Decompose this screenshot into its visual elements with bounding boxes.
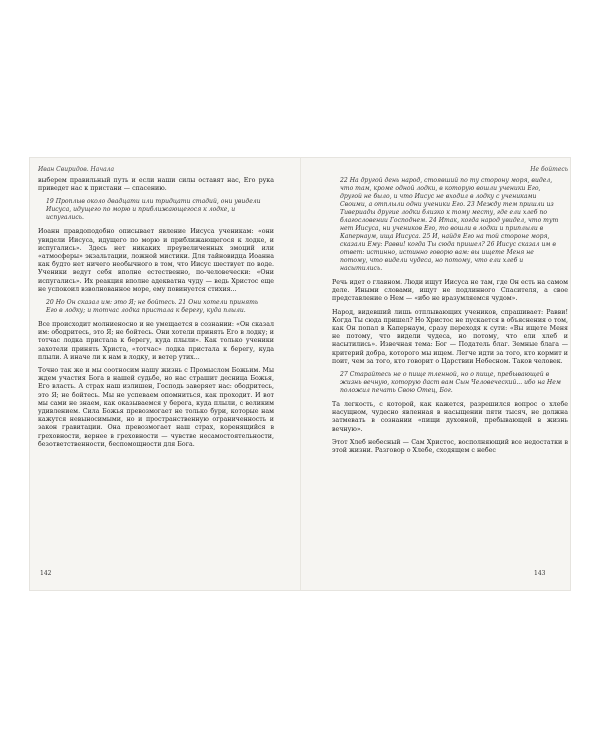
- scripture-quote: 19 Проплыв около двадцати или тридцати стадий, они увидели Иисуса, идущего по морю и приближающегося к лодке, и испугались.: [46, 198, 261, 222]
- book-gutter: [300, 158, 301, 590]
- paragraph: Та легкость, с которой, как кажется, разрешился вопрос о хлебе насущном, чудесно явленная в насыщении пяти тысяч, не должна затмевать в сознании «пищи духовной, пребывающей в жизнь вечную».: [332, 401, 568, 433]
- running-header-left: Иван Свиридов. Начала: [38, 166, 115, 173]
- paragraph: Иоанн правдоподобно описывает явление Иисуса ученикам: «они увидели Иисуса, идущего по морю и приближающегося к лодке, и испугались». Здесь нет никаких преувеличенных эмоций или «атмосферы» экзальтации, ложной мистики. Для тайновидца Иоанна как будто нет ничего необычного в том, что Иисус шествует по воде. Ученики ведут себя вполне естественно, по-человечески: «Они испугались». Их реакция вполне адекватна чуду — ведь Христос еще не успокоил взволнованное море, ему повинуется стихия...: [38, 228, 274, 293]
- book-spread: [30, 158, 570, 590]
- paragraph: Народ, видевший лишь отплывающих учеников, спрашивает: Равви! Когда Ты сюда пришел? Но Христос не пускается в объяснения о том, как Он попал в Капернаум, сразу переходя к сути: «Вы ищете Меня не потому, что видели чудеса, но потому, что ели хлеб и насытились». Извечная тема: Бог — Податель благ. Земные блага — критерий добра, которого мы ищем. Легче идти за того, кто кормит и поит, чем за того, кто говорит о Царствии Небесном. Таков человек.: [332, 308, 568, 365]
- left-page-body: [38, 177, 274, 449]
- left-page: [38, 166, 274, 454]
- paragraph: Точно так же и мы соотносим нашу жизнь с Промыслом Божьим. Мы ждем участия Бога в нашей судьбе, но нас страшит десница Божья, Его власть. А страх наш излишен, Господь заверяет нас: ободритесь, это Я; не бойтесь. Мы не успеваем опомниться, как проходит. И вот мы сами не знаем, как оказываемся у берега, куда плыли, с великим удивлением. Сила Божья превозмогает не только бури, которые нам кажутся невыносимыми, но и пространственную ограниченность и закон гравитации. Она превозмогает наш страх, коренящийся в греховности, вернее в греховности — чувстве несамостоятельности, безответственности, беспомощности для Бога.: [38, 367, 274, 448]
- paragraph: Этот Хлеб небесный — Сам Христос, восполняющий все недостатки в этой жизни. Разговор о Хлебе, сходящем с небес: [332, 438, 568, 455]
- right-page: [332, 166, 568, 460]
- running-header-right: Не бойтесь: [530, 166, 568, 173]
- scripture-quote: 27 Старайтесь не о пище тленной, но о пище, пребывающей в жизнь вечную, которую даст вам Сын Человеческий... ибо на Нем положил печать Свою Отец, Бог.: [340, 371, 561, 395]
- right-page-body: [332, 177, 568, 455]
- paragraph: Все происходит молниеносно и не умещается в сознании: «Он сказал им: ободритесь, это Я; не бойтесь. Они хотели принять Его в лодку; и тотчас лодка пристала к берегу, куда плыли». Как только ученики захотели принять Христа, «тотчас» лодка пристала к берегу, куда плыли. А иначе ли к нам в лодку, и ветер утих...: [38, 321, 274, 361]
- paragraph: Речь идет о главном. Люди ищут Иисуса не там, где Он есть на самом деле. Иными словами, ищут не подлинного Спасителя, а свое представление о Нем — «ибо не вразумляемся чудом».: [332, 279, 568, 303]
- page-number-left: 142: [40, 570, 52, 577]
- page-number-right: 143: [534, 570, 546, 577]
- scripture-quote: 20 Но Он сказал им: это Я; не бойтесь. 21 Они хотели принять Его в лодку; и тотчас лодка пристала к берегу, куда плыли.: [46, 299, 259, 315]
- scripture-quote: 22 На другой день народ, стоявший по ту сторону моря, видел, что там, кроме одной лодки, в которую вошли ученики Его, другой не было, и что Иисус не входил в лодку с учениками Своими, а отплыли одни ученики Его. 23 Между тем пришли из Тивериады другие лодки близко к тому месту, где ели хлеб по благословении Господнем. 24 Итак, когда народ увидел, что тут нет Иисуса, ни учеников Его, то вошли в лодки и приплыли в Капернаум, ища Иисуса. 25 И, найдя Его на той стороне моря, сказали Ему: Равви! когда Ты сюда пришел? 26 Иисус сказал им в ответ: истинно, истинно говорю вам: вы ищете Меня не потому, что видели чудеса, но потому, что ели хлеб и насытились.: [340, 177, 559, 272]
- paragraph: выберем правильный путь и если наши силы оставят нас, Его рука приведет нас к пристани — спасению.: [38, 177, 274, 193]
